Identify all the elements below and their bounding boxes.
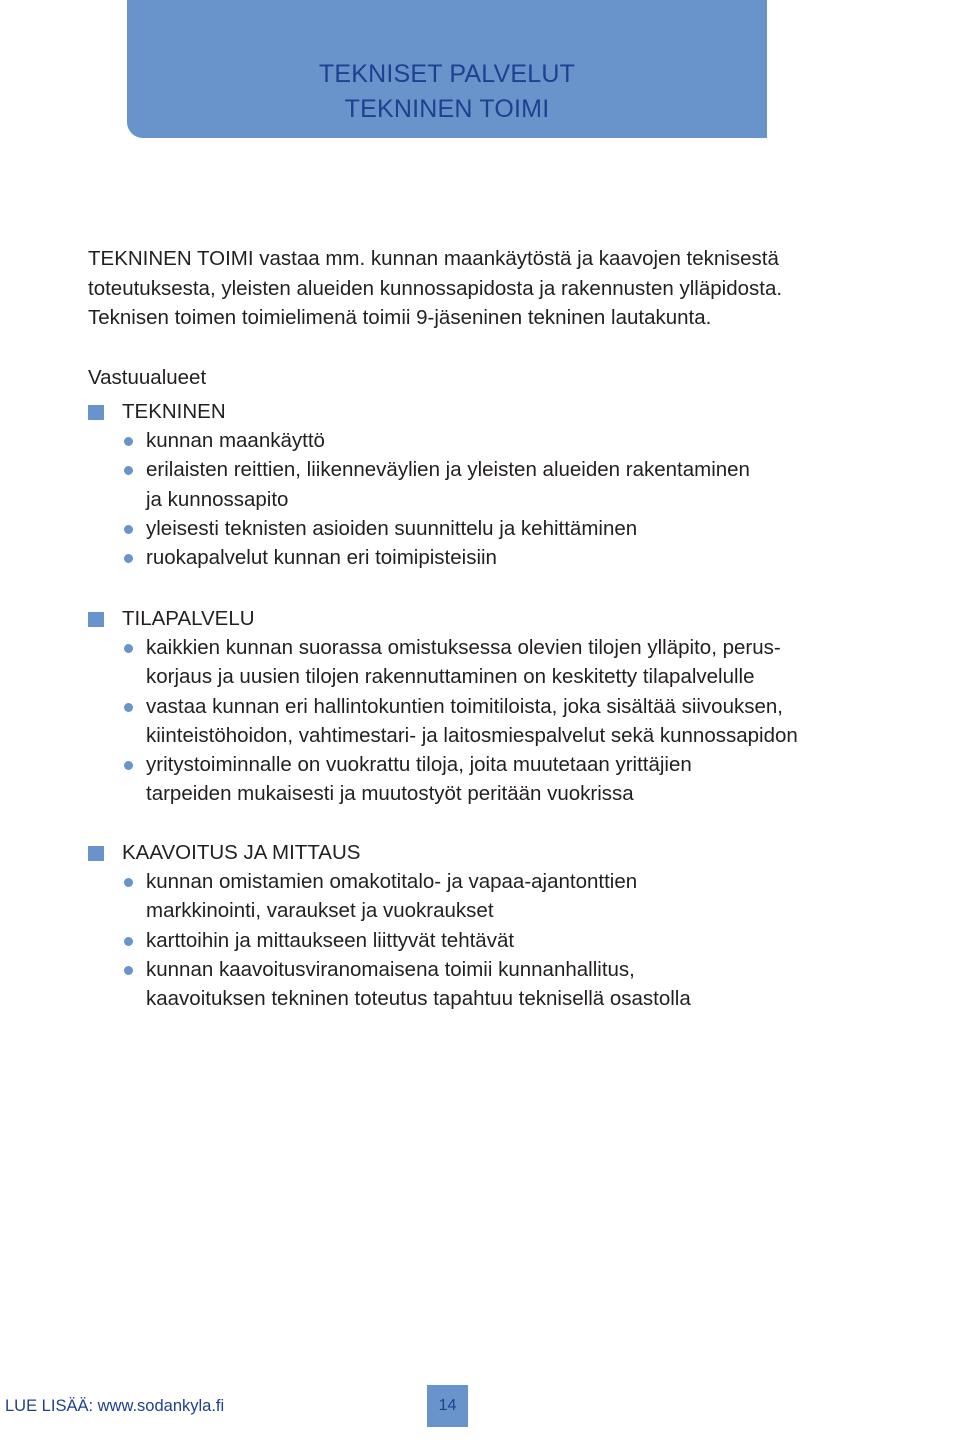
section-title: KAAVOITUS JA MITTAUS: [122, 841, 361, 864]
square-bullet-icon: [88, 405, 104, 420]
bullet-dot-icon: [124, 554, 133, 563]
bullet-dot-icon: [124, 966, 133, 975]
bullet-dot-icon: [124, 525, 133, 534]
list-item-text: markkinointi, varaukset ja vuokraukset: [146, 899, 494, 923]
bullet-list: [88, 426, 888, 572]
bullet-list: [88, 633, 888, 809]
read-more-link[interactable]: LUE LISÄÄ: www.sodankyla.fi: [5, 1397, 225, 1415]
intro-line: TEKNINEN TOIMI vastaa mm. kunnan maankäytöstä ja kaavojen teknisestä: [88, 247, 779, 270]
list-item: [88, 543, 888, 572]
list-item-text: kaikkien kunnan suorassa omistuksessa olevien tilojen ylläpito, perus-: [146, 636, 781, 659]
bullet-dot-icon: [124, 703, 133, 712]
list-item-text: kaavoituksen tekninen toteutus tapahtuu teknisellä osastolla: [146, 987, 691, 1011]
page-number: 14: [427, 1385, 468, 1427]
list-item-text: ruokapalvelut kunnan eri toimipisteisiin: [146, 546, 497, 570]
list-item-text: kunnan kaavoitusviranomaisena toimii kunnanhallitus,: [146, 957, 635, 981]
list-item-text: karttoihin ja mittaukseen liittyvät tehtävät: [146, 928, 515, 952]
bullet-list: [88, 867, 888, 1013]
list-item-text: kunnan omistamien omakotitalo- ja vapaa-ajantonttien: [146, 870, 638, 893]
bullet-dot-icon: [124, 761, 133, 770]
header-title: TEKNISET PALVELUT: [318, 60, 576, 88]
section-title: TEKNINEN: [122, 400, 226, 423]
bullet-dot-icon: [124, 937, 133, 946]
section-tilapalvelu: [88, 604, 888, 809]
intro-paragraph: [88, 244, 888, 333]
list-item-text: kiinteistöhoidon, vahtimestari- ja laitosmiespalvelut sekä kunnossapidon: [146, 723, 798, 747]
responsibilities-label: Vastuualueet: [88, 366, 207, 389]
list-item: [88, 867, 888, 926]
list-item: [88, 455, 888, 514]
section-title: TILAPALVELU: [122, 607, 255, 630]
list-item-text: yritystoiminnalle on vuokrattu tiloja, joita muutetaan yrittäjien: [146, 753, 692, 777]
header-banner: [127, 0, 767, 138]
list-item-text: ja kunnossapito: [146, 487, 289, 511]
section-kaavoitus: [88, 838, 888, 1013]
bullet-dot-icon: [124, 878, 133, 887]
list-item: [88, 514, 888, 543]
list-item: [88, 750, 888, 809]
list-item-text: vastaa kunnan eri hallintokuntien toimitiloista, joka sisältää siivouksen,: [146, 694, 783, 718]
section-heading: [88, 397, 888, 426]
list-item: [88, 926, 888, 955]
list-item-text: tarpeiden mukaisesti ja muutostyöt peritään vuokrissa: [146, 782, 634, 806]
list-item-text: kunnan maankäyttö: [146, 429, 325, 452]
section-heading: [88, 604, 888, 633]
square-bullet-icon: [88, 846, 104, 861]
section-heading: [88, 838, 888, 867]
list-item: [88, 633, 888, 692]
square-bullet-icon: [88, 612, 104, 627]
list-item-text: yleisesti teknisten asioiden suunnittelu ja kehittäminen: [146, 516, 638, 540]
list-item-text: erilaisten reittien, liikenneväylien ja yleisten alueiden rakentaminen: [146, 458, 750, 482]
bullet-dot-icon: [124, 437, 133, 446]
list-item: [88, 692, 888, 751]
intro-line: toteutuksesta, yleisten alueiden kunnossapidosta ja rakennusten ylläpidosta.: [88, 276, 783, 300]
bullet-dot-icon: [124, 466, 133, 475]
section-tekninen: [88, 397, 888, 572]
header-subtitle: TEKNINEN TOIMI: [344, 95, 550, 123]
list-item: [88, 426, 888, 455]
list-item-text: korjaus ja uusien tilojen rakennuttaminen on keskitetty tilapalvelulle: [146, 665, 755, 689]
intro-line: Teknisen toimen toimielimenä toimii 9-jäseninen tekninen lautakunta.: [88, 306, 712, 329]
bullet-dot-icon: [124, 644, 133, 653]
list-item: [88, 955, 888, 1014]
